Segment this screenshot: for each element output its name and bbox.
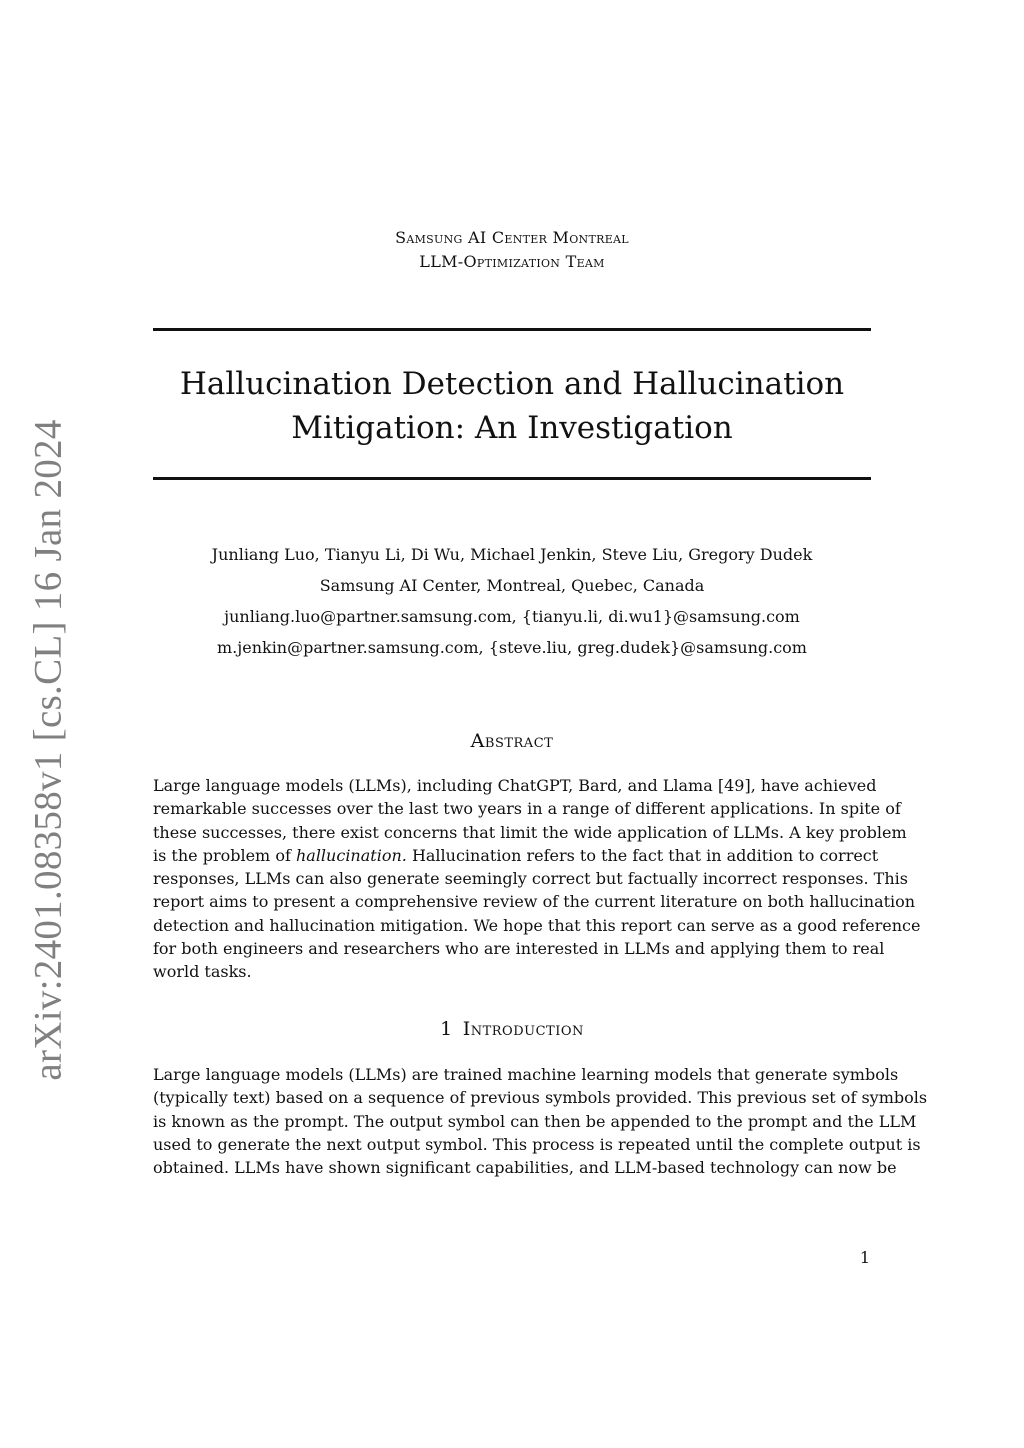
section-heading-introduction <box>0 1018 1024 1040</box>
abstract-line: world tasks. <box>153 962 252 982</box>
title-rule-bottom <box>153 477 871 480</box>
introduction-line: is known as the prompt. The output symbol can then be appended to the prompt and the LLM <box>153 1111 917 1131</box>
section-title: Introduction <box>462 1018 584 1040</box>
section-number: 1 <box>440 1018 453 1040</box>
abstract-line: these successes, there exist concerns that limit the wide application of LLMs. A key problem <box>153 822 907 842</box>
abstract-line: for both engineers and researchers who are interested in LLMs and applying them to real <box>153 939 885 959</box>
author-names: Junliang Luo, Tianyu Li, Di Wu, Michael Jenkin, Steve Liu, Gregory Dudek <box>211 545 813 564</box>
introduction-line: (typically text) based on a sequence of previous symbols provided. This previous set of symbols <box>153 1088 928 1108</box>
abstract-line: Large language models (LLMs), including ChatGPT, Bard, and Llama [49], have achieved <box>153 776 877 795</box>
title-rule-top <box>153 328 871 331</box>
arxiv-identifier-stamp: arXiv:2401.08358v1 [cs.CL] 16 Jan 2024 <box>26 419 70 1081</box>
paper-title <box>153 362 871 450</box>
introduction-line: used to generate the next output symbol. This process is repeated until the complete output is <box>153 1134 921 1154</box>
abstract-body <box>153 774 921 984</box>
author-institution: Samsung AI Center, Montreal, Quebec, Canada <box>319 576 705 595</box>
affiliation-line-2: LLM-Optimization Team <box>419 252 605 271</box>
abstract-emphasis: hallucination. <box>295 845 407 865</box>
abstract-line-mixed <box>153 844 879 867</box>
introduction-line: obtained. LLMs have shown significant capabilities, and LLM-based technology can now be <box>153 1158 897 1178</box>
abstract-line: responses, LLMs can also generate seemingly correct but factually incorrect responses. This <box>153 869 908 889</box>
abstract-text: is the problem of <box>153 845 291 865</box>
introduction-body <box>153 1063 928 1179</box>
author-emails-1: junliang.luo@partner.samsung.com, {tianyu.li, di.wu1}@samsung.com <box>224 607 800 626</box>
page-number: 1 <box>859 1248 870 1267</box>
abstract-line: detection and hallucination mitigation. We hope that this report can serve as a good reference <box>153 915 921 935</box>
abstract-line: report aims to present a comprehensive review of the current literature on both hallucination <box>153 892 916 912</box>
affiliation-line-1: Samsung AI Center Montreal <box>395 228 629 247</box>
abstract-text: Hallucination refers to the fact that in addition to correct <box>411 845 879 865</box>
paper-title-line-2: Mitigation: An Investigation <box>291 410 733 446</box>
paper-title-line-1: Hallucination Detection and Hallucination <box>179 366 845 402</box>
abstract-heading: Abstract <box>470 730 554 752</box>
author-emails-2: m.jenkin@partner.samsung.com, {steve.liu, greg.dudek}@samsung.com <box>217 638 807 657</box>
author-block <box>0 539 1024 663</box>
abstract-line: remarkable successes over the last two years in a range of different applications. In spite of <box>153 799 901 819</box>
introduction-line: Large language models (LLMs) are trained machine learning models that generate symbols <box>153 1065 899 1084</box>
